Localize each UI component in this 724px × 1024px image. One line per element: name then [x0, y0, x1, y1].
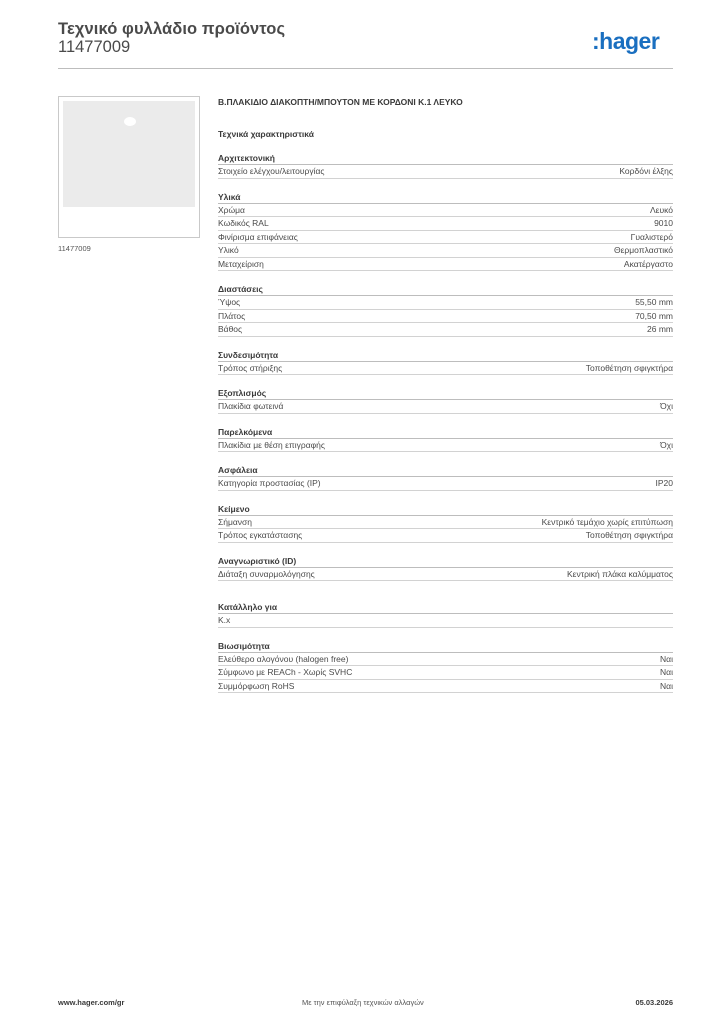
spec-label: Σήμανση [218, 516, 253, 527]
cord-hole-shape [124, 117, 136, 126]
cover-plate-image [63, 101, 195, 207]
spec-label: Κωδικός RAL [218, 218, 269, 228]
section-title: Παρελκόμενα [218, 426, 673, 439]
footer-website: www.hager.com/gr [58, 998, 125, 1007]
spec-row [218, 244, 673, 258]
spec-row [218, 400, 673, 414]
hager-logo: :hager [592, 28, 660, 54]
spec-row [218, 614, 673, 628]
spec-row [218, 310, 673, 324]
section-title: Αναγνωριστικό (ID) [218, 555, 673, 568]
header-divider [58, 68, 673, 69]
spec-label: Τρόπος εγκατάστασης [218, 530, 303, 540]
section-title: Διαστάσεις [218, 283, 673, 296]
spec-label: Τρόπος στήριξης [218, 362, 283, 373]
section-title: Βιωσιμότητα [218, 640, 673, 653]
spec-value: IP20 [655, 478, 673, 488]
spec-row [218, 217, 673, 231]
section-title: Εξοπλισμός [218, 387, 673, 400]
spec-section [218, 640, 673, 694]
spec-section [218, 283, 673, 337]
section-title: Υλικά [218, 191, 673, 204]
spec-label: Πλάτος [218, 310, 246, 321]
spec-value: Ακατέργαστο [623, 258, 673, 269]
section-title: Συνδεσιμότητα [218, 349, 673, 362]
spec-row [218, 231, 673, 245]
spec-label: Πλακίδια φωτεινά [218, 401, 284, 411]
spec-sections [218, 152, 673, 693]
spec-row [218, 653, 673, 667]
spec-value: Λευκό [650, 204, 673, 215]
spec-value: Ναι [660, 667, 673, 677]
spec-section [218, 601, 673, 628]
spec-row [218, 362, 673, 376]
product-image [58, 96, 200, 238]
spec-row [218, 568, 673, 582]
section-title: Κείμενο [218, 503, 673, 516]
spec-row [218, 258, 673, 272]
spec-row [218, 204, 673, 218]
spec-value: Θερμοπλαστικό [613, 245, 673, 255]
spec-row [218, 516, 673, 530]
spec-row [218, 296, 673, 310]
spec-section [218, 152, 673, 179]
footer-date: 05.03.2026 [635, 998, 673, 1007]
spec-label: Μεταχείριση [218, 258, 264, 269]
spec-value: Τοποθέτηση σφιγκτήρα [585, 362, 673, 373]
spec-label: Ελεύθερο αλογόνου (halogen free) [218, 653, 349, 664]
technical-characteristics-heading: Τεχνικά χαρακτηριστικά [218, 129, 314, 139]
spec-label: Διάταξη συναρμολόγησης [218, 568, 315, 579]
spec-value: 55,50 mm [635, 297, 673, 307]
spec-sheet [218, 96, 673, 693]
spec-label: Φινίρισμα επιφάνειας [218, 231, 298, 242]
spec-value: 9010 [654, 218, 673, 228]
spec-row [218, 165, 673, 179]
spec-value: Τοποθέτηση σφιγκτήρα [585, 530, 673, 540]
section-title: Ασφάλεια [218, 464, 673, 477]
spec-row [218, 680, 673, 694]
spec-section [218, 503, 673, 543]
spec-label: Βάθος [218, 324, 243, 334]
spec-label: Σύμφωνο με REACh - Χωρίς SVHC [218, 667, 353, 677]
spec-label: Συμμόρφωση RoHS [218, 680, 295, 691]
spec-value: Γυαλιστερό [630, 231, 673, 242]
spec-section [218, 191, 673, 272]
spec-row [218, 666, 673, 680]
section-title: Κατάλληλο για [218, 601, 673, 614]
spec-row [218, 323, 673, 337]
spec-section [218, 426, 673, 453]
spec-label: Κατηγορία προστασίας (IP) [218, 478, 321, 488]
spec-section [218, 387, 673, 414]
spec-label: Πλακίδια με θέση επιγραφής [218, 439, 325, 450]
spec-value: Κεντρική πλάκα καλύμματος [567, 568, 673, 579]
spec-label: Ύψος [218, 297, 241, 307]
spec-label: K.x [218, 615, 231, 625]
spec-label: Χρώμα [218, 204, 245, 215]
document-title: Τεχνικό φυλλάδιο προϊόντος [58, 20, 286, 38]
footer-notice: Με την επιφύλαξη τεχνικών αλλαγών [302, 998, 424, 1007]
spec-value: 70,50 mm [635, 310, 673, 321]
spec-row [218, 439, 673, 453]
spec-value: Όχι [660, 401, 673, 411]
spec-row [218, 477, 673, 491]
spec-value: Κορδόνι έλξης [619, 166, 673, 176]
image-caption: 11477009 [58, 244, 91, 253]
spec-row [218, 529, 673, 543]
spec-value: Όχι [660, 439, 673, 450]
spec-label: Στοιχείο ελέγχου/λειτουργίας [218, 166, 325, 176]
section-title: Αρχιτεκτονική [218, 152, 673, 165]
spec-section [218, 349, 673, 376]
spec-value: Ναι [660, 653, 673, 664]
product-code: 11477009 [58, 38, 131, 56]
spec-section [218, 555, 673, 582]
product-title: Β.ΠΛΑΚΙΔΙΟ ΔΙΑΚΟΠΤΗ/ΜΠΟΥΤΟΝ ΜΕ ΚΟΡΔΟΝΙ Κ.1 ΛΕΥΚΟ [218, 97, 463, 107]
spec-section [218, 464, 673, 491]
spec-value: Κεντρικό τεμάχιο χωρίς επιτύπωση [541, 516, 673, 527]
spec-value: 26 mm [647, 324, 673, 334]
spec-value: Ναι [660, 680, 673, 691]
spec-label: Υλικό [218, 245, 239, 255]
